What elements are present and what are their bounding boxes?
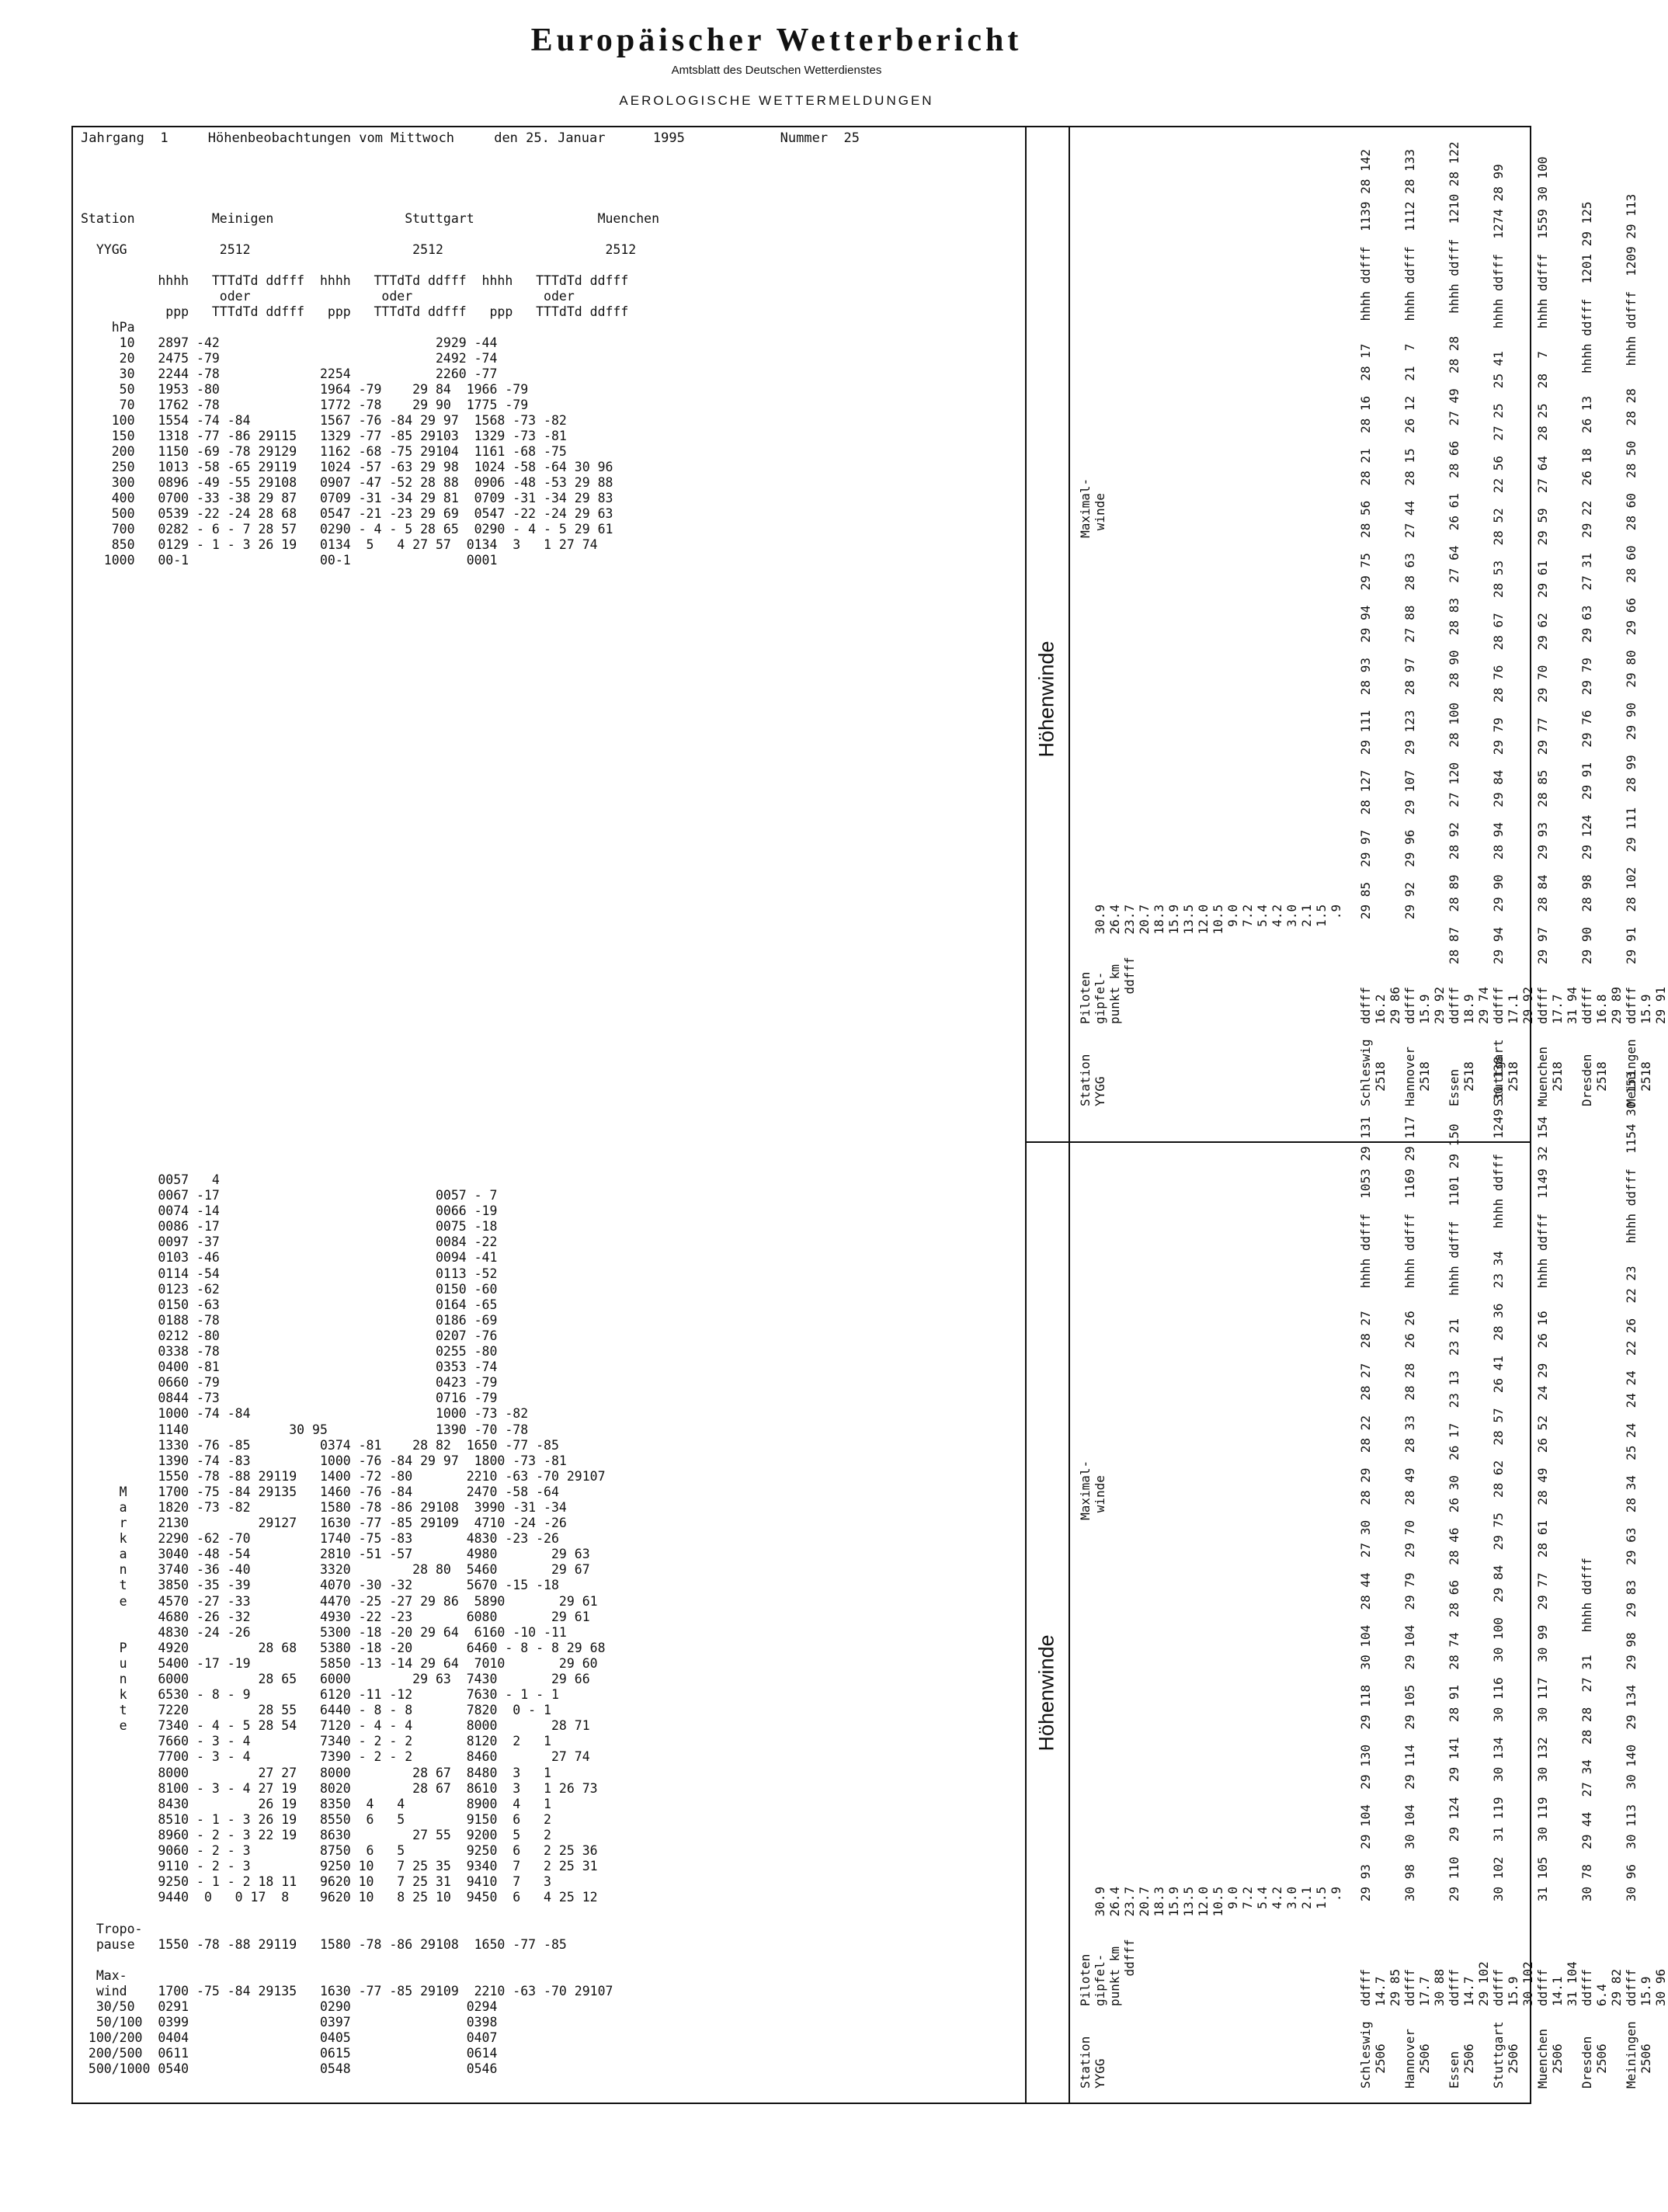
significant-points-table: 0057 4 0067 -17 0057 - 7 0074 -14 0066 -19 0086 -17 0075 -18 0097 -37 0084 -22 0103 -46 0094 -41 0114 -54 0113 -52 0123 -62 0150 -60 0150 -63 0164 -65 0188 -78 0186 -69 0212 -80 0207 -76 0338 -78 0255 -80 0400 -81 0353 -74 0660 -79 0423 -79 0844 -73 0716 -79 1000 -74 -84 1000 -73 -82 1140 30 95 1390 -70 -78 1330 -76 -85 0374 -81 28 82 1650 -77 -85 1390 -74 -83 1000 -76 -84 29 97 1800 -73 -81 1550 -78 -88 29119 1400 -72 -80 2210 -63 -70 29107 M 1700 -75 -84 29135 1460 -76 -84 2470 -58 -64 a 1820 -73 -82 1580 -78 -86 29108 3990 -31 -34 r 2130 29127 1630 -77 -85 29109 4710 -24 -26 k 2290 -62 -70 1740 -75 -83 4830 -23 -26 a 3040 -48 -54 2810 -51 -57 4980 29 63 n 3740 -36 -40 3320 28 80 5460 29 67 t 3850 -35 -39 4070 -30 -32 5670 -15 -18 e 4570 -27 -33 4470 -25 -27 29 86 5890 29 61 4680 -26 -32 4930 -22 -23 6080 29 61 4830 -24 -26 5300 -18 -20 29 64 6160 -10 -11 P 4920 28 68 5380 -18 -20 6460 - 8 - 8 29 68 u 5400 -17 -19 5850 -13 -14 29 64 7010 29 60 n 6000 28 65 6000 29 63 7430 29 66 k 6530 - 8 - 9 6120 -11 -12 7630 - 1 - 1 t 7220 28 55 6440 - 8 - 8 7820 0 - 1 e 7340 - 4 - 5 28 54 7120 - 4 - 4 8000 28 71 7660 - 3 - 4 7340 - 2 - 2 8120 2 1 7700 - 3 - 4 7390 - 2 - 2 8460 27 74 8000 27 27 8000 28 67 8480 3 1 8100 - 3 - 4 27 19 8020 28 67 8610 3 1 26 73 8430 26 19 8350 4 4 8900 4 1 8510 - 1 - 3 26 19 8550 6 5 9150 6 2 8960 - 2 - 3 22 19 8630 27 55 9200 5 2 9060 - 2 - 3 8750 6 5 9250 6 2 25 36 9110 - 2 - 3 9250 10 7 25 35 9340 7 2 25 31 9250 - 1 - 2 18 11 9620 10 7 25 31 9410 7 3 9440 0 0 17 8 9620 10 8 25 10 9450 6 4 25 12 Tropo- pause 1550 -78 -88 29119 1580 -78 -86 29108 1650 -77 -85 Max- wind 1700 -75 -84 29135 1630 -77 -85 29109 2210 -63 -70 29107 30/50 0291 0290 0294 50/100 0399 0397 0398 100/200 0404 0405 0407 200/500 0611 0615 0614 500/1000 0540 0548 0546	[88, 1172, 613, 2077]
pressure-level-table: Station Meinigen Stuttgart Muenchen YYGG 2512 2512 2512 hhhh TTTdTd ddfff hhhh TTTdTd ddfff hhhh TTTdTd ddfff oder oder oder ppp TTTdTd ddfff ppp TTTdTd ddfff ppp TTTdTd ddfff hPa 10 2897 -42 2929 -44 20 2475 -79 2492 -74 30 2244 -78 2254 2260 -77 50 1953 -80 1964 -79 29 84 1966 -79 70 1762 -78 1772 -78 29 90 1775 -79 100 1554 -74 -84 1567 -76 -84 29 97 1568 -73 -82 150 1318 -77 -86 29115 1329 -77 -85 29103 1329 -73 -81 200 1150 -69 -78 29129 1162 -68 -75 29104 1161 -68 -75 250 1013 -58 -65 29119 1024 -57 -63 29 98 1024 -58 -64 30 96 300 0896 -49 -55 29108 0907 -47 -52 28 88 0906 -48 -53 29 88 400 0700 -33 -38 29 87 0709 -31 -34 29 81 0709 -31 -34 29 83 500 0539 -22 -24 28 68 0547 -21 -23 29 69 0547 -22 -24 29 63 700 0282 - 6 - 7 28 57 0290 - 4 - 5 28 65 0290 - 4 - 5 29 61 850 0129 - 1 - 3 26 19 0134 5 4 27 57 0134 3 1 27 74 1000 00-1 00-1 0001	[81, 211, 660, 568]
hoehenwinde-label-text: Höhenwinde	[1034, 1634, 1058, 1752]
upper-winds-2518-table: Station Piloten Maximal- YYGG gipfel- 30.9 winde punkt km 26.4 ddfff 23.7 20.7 18.3 15.9 13.5 12.0 10.5 9.0 7.2 5.4 4.2 3.0 2.1 1.5 .9 Schleswig ddfff 29 85 29 97 28 127 29 111 28 93 29 94 29 75 28 56 28 21 28 16 28 17 hhhh ddfff 1139 28 142 2518 16.2 29 86 Hannover ddfff 29 92 29 96 29 107 29 123 28 97 27 88 28 63 27 44 28 15 26 12 21 7 hhhh ddfff 1112 28 133 2518 15.9 29 92 Essen ddfff 28 87 28 89 28 92 27 120 28 100 28 90 28 83 27 64 26 61 28 66 27 49 28 28 hhhh ddfff 1210 28 122 2518 18.9 29 74 Stuttgart ddfff 29 94 29 90 28 94 29 84 29 79 28 76 28 67 28 53 28 52 22 56 27 25 25 41 hhhh ddfff 1274 28 99 2518 17.1 29 92 Muenchen ddfff 29 97 28 84 29 93 28 85 29 77 29 70 29 62 29 61 29 59 27 64 28 25 28 7 hhhh ddfff 1559 30 100 2518 17.7 31 94 Dresden ddfff 29 90 28 98 29 124 29 91 29 76 29 79 29 63 27 31 29 22 26 18 26 13 hhhh ddfff 1201 29 125 2518 16.8 29 89 Meiningen ddfff 29 91 28 102 29 111 28 99 29 90 29 80 29 66 28 60 28 60 28 50 28 28 hhhh ddfff 1209 29 113 2518 15.9 29 91	[1078, 141, 1668, 1106]
document-title: Europäischer Wetterbericht	[530, 23, 1023, 58]
hoehenwinde-label-top	[1028, 481, 1065, 916]
document-subtitle: Amtsblatt des Deutschen Wetterdienstes	[671, 64, 882, 77]
hoehenwinde-label-text: Höhenwinde	[1034, 640, 1058, 758]
column-divider-left	[1025, 126, 1027, 2104]
section-heading: AEROLOGISCHE WETTERMELDUNGEN	[619, 93, 934, 108]
upper-winds-2506-table: Station Piloten Maximal- YYGG gipfel- 30.9 winde punkt km 26.4 ddfff 23.7 20.7 18.3 15.9 13.5 12.0 10.5 9.0 7.2 5.4 4.2 3.0 2.1 1.5 .9 Schleswig ddfff 29 93 29 104 29 130 29 118 30 104 28 44 27 30 28 29 28 22 28 27 28 27 hhhh ddfff 1053 29 131 2506 14.7 29 85 Hannover ddfff 30 98 30 104 29 114 29 105 29 104 29 79 29 70 28 49 28 33 28 28 26 26 hhhh ddfff 1169 29 117 2506 17.7 30 88 Essen ddfff 29 110 29 124 29 141 28 91 28 74 28 66 28 46 26 30 26 17 23 13 23 21 hhhh ddfff 1101 29 150 2506 14.7 29 102 Stuttgart ddfff 30 102 31 119 30 134 30 116 30 100 29 84 29 75 28 62 28 57 26 41 28 36 23 34 hhhh ddfff 1249 30 138 2506 15.9 30 102 Muenchen ddfff 31 105 30 119 30 132 30 117 30 99 29 77 28 61 28 49 26 52 24 29 26 16 hhhh ddfff 1149 32 154 2506 14.1 31 104 Dresden ddfff 30 78 29 44 27 34 28 28 27 31 hhhh ddfff 2506 6.4 29 82 Meiningen ddfff 30 96 30 113 30 140 29 134 29 98 29 83 29 63 28 34 25 24 24 24 22 26 22 23 hhhh ddfff 1154 30 153 2506 15.9 30 96	[1078, 1056, 1668, 2089]
hoehenwinde-label-bottom	[1028, 1475, 1065, 1910]
issue-info-line: Jahrgang 1 Höhenbeobachtungen vom Mittwoch den 25. Januar 1995 Nummer 25	[81, 130, 860, 146]
column-divider-right	[1069, 126, 1070, 2104]
